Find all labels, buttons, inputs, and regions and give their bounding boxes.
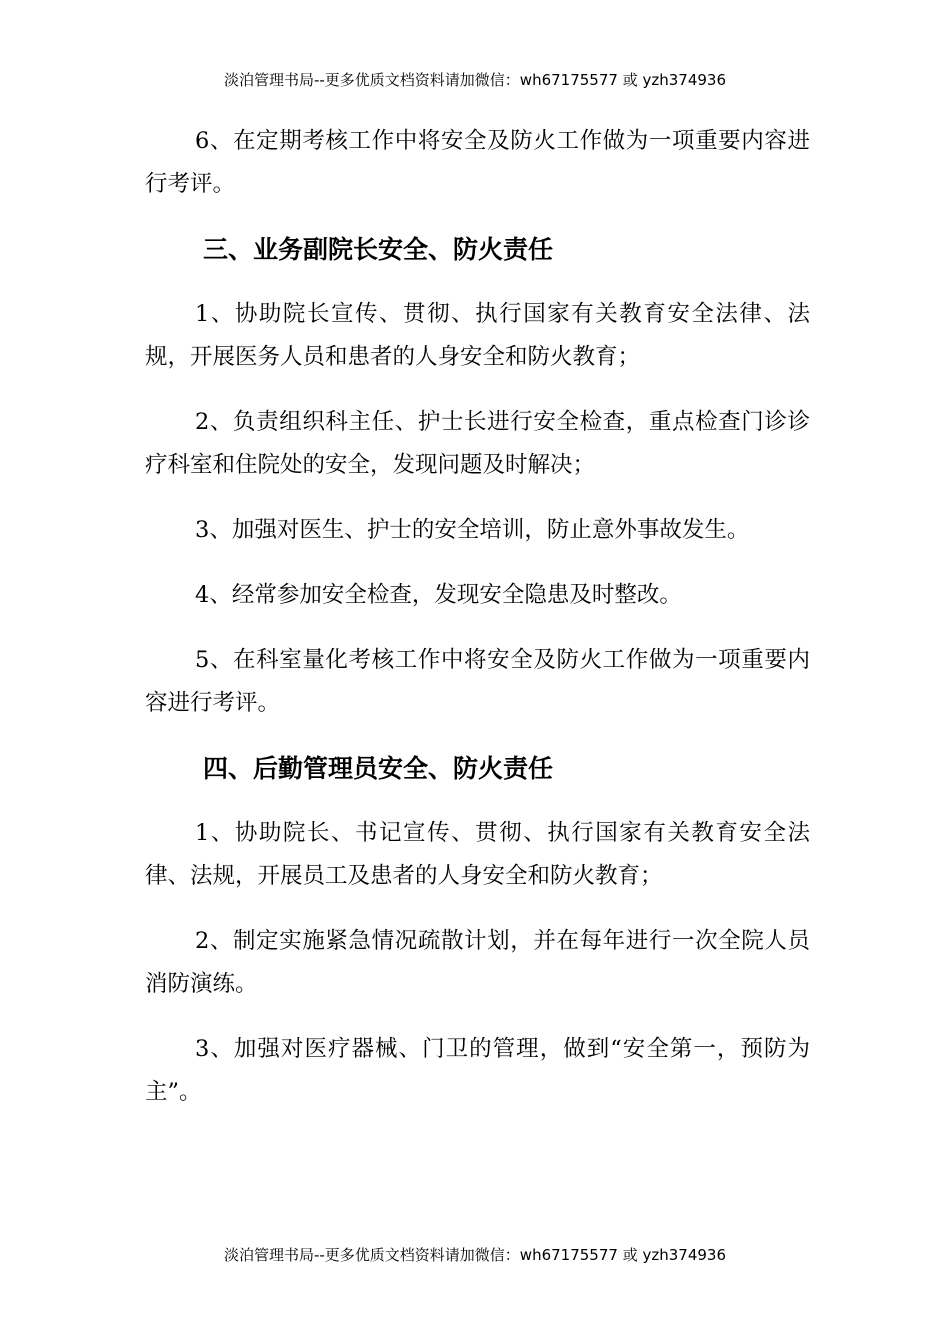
paragraph-intro-item-6: 6、在定期考核工作中将安全及防火工作做为一项重要内容进行考评。	[145, 128, 810, 197]
page-header: 淡泊管理书局--更多优质文档资料请加微信：wh67175577 或 yzh374936	[223, 71, 726, 89]
document-body	[145, 120, 810, 1136]
page-footer: 淡泊管理书局--更多优质文档资料请加微信：wh67175577 或 yzh374936	[223, 1246, 726, 1264]
section-3-heading: 三、业务副院长安全、防火责任	[203, 235, 554, 264]
section-4-item-3: 3、加强对医疗器械、门卫的管理，做到“安全第一，预防为主”。	[145, 1036, 810, 1105]
section-3-item-1: 1、协助院长宣传、贯彻、执行国家有关教育安全法律、法规，开展医务人员和患者的人身安全和防火教育；	[145, 301, 810, 370]
section-4-item-2: 2、制定实施紧急情况疏散计划，并在每年进行一次全院人员消防演练。	[145, 928, 810, 997]
section-3-item-4: 4、经常参加安全检查，发现安全隐患及时整改。	[195, 582, 682, 608]
section-3-item-5: 5、在科室量化考核工作中将安全及防火工作做为一项重要内容进行考评。	[145, 647, 810, 716]
section-4-heading: 四、后勤管理员安全、防火责任	[203, 754, 554, 783]
section-3-item-3: 3、加强对医生、护士的安全培训，防止意外事故发生。	[195, 517, 750, 543]
section-3-item-2: 2、负责组织科主任、护士长进行安全检查，重点检查门诊诊疗科室和住院处的安全，发现问题及时解决；	[145, 409, 810, 478]
section-4-item-1: 1、协助院长、书记宣传、贯彻、执行国家有关教育安全法律、法规，开展员工及患者的人身安全和防火教育；	[145, 820, 810, 889]
